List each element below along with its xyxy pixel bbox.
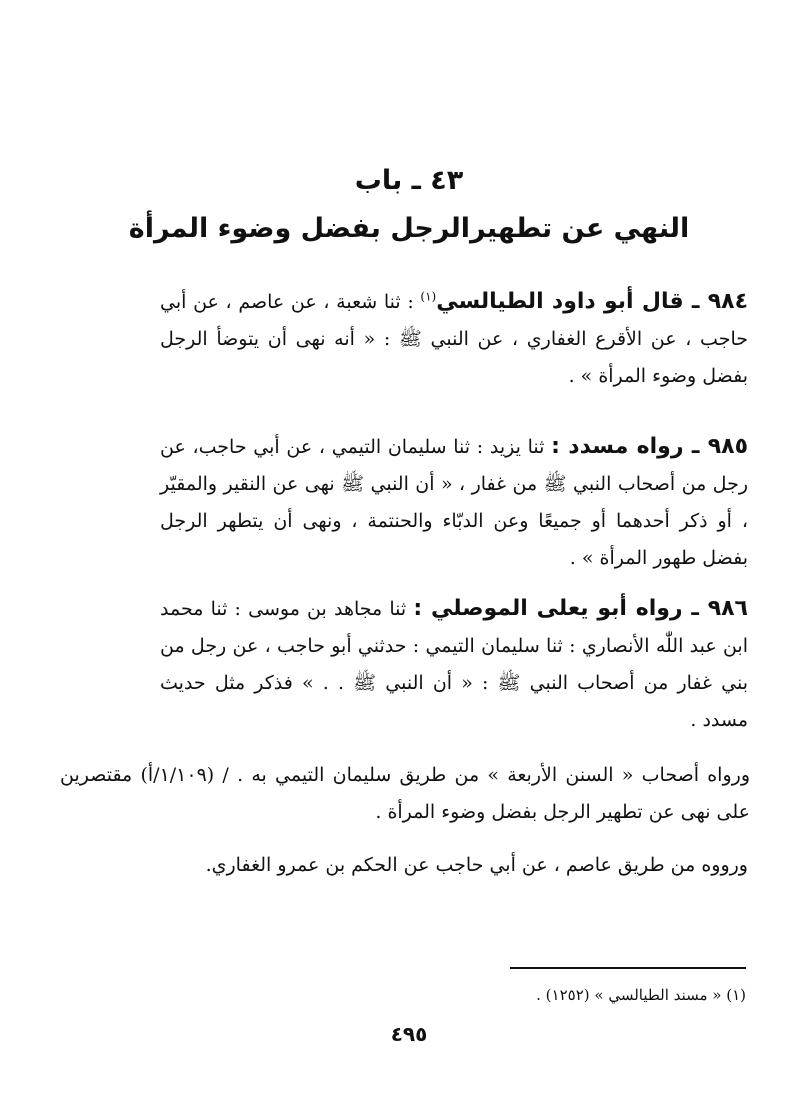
footnote-divider xyxy=(510,967,746,969)
entry-text: ثنا مجاهد بن موسى : ثنا محمد ابن عبد اللّٰه الأنصاري : ثنا سليمان التيمي : حدثني أبو حاجب ، عن رجل من بني غفار من أصحاب النبي ﷺ : « أن النبي ﷺ . . » فذكر مثل حديث مسدد . xyxy=(160,598,748,731)
chapter-title: النهي عن تطهيرالرجل بفضل وضوء المرأة xyxy=(128,213,690,244)
chapter-number: ٤٣ ـ باب xyxy=(354,165,464,196)
entry-lead: ٩٨٥ ـ رواه مسدد : xyxy=(551,434,749,459)
hadith-entry-986 xyxy=(160,590,748,739)
commentary-paragraph: ورووه من طريق عاصم ، عن أبي حاجب عن الحكم بن عمرو الغفاري. xyxy=(205,854,748,876)
footnote: (١) « مسند الطيالسي » (١٢٥٢) . xyxy=(536,986,746,1004)
hadith-entry-984 xyxy=(160,283,748,395)
entry-text: : ثنا شعبة ، عن عاصم ، عن أبي حاجب ، عن الأقرع الغفاري ، عن النبي ﷺ : « أنه نهى أن يتوضأ الرجل بفضل وضوء المرأة » . xyxy=(160,291,748,387)
page-number: ٤٩٥ xyxy=(390,1022,428,1046)
entry-lead: ٩٨٤ ـ قال أبو داود الطيالسي xyxy=(436,289,749,314)
footnote-reference[interactable]: (١) xyxy=(420,289,437,304)
commentary-paragraph: ورواه أصحاب « السنن الأربعة » من طريق سليمان التيمي به . / (١/١٠٩/أ) مقتصرين على نهى عن تطهير الرجل بفضل وضوء المرأة . xyxy=(60,764,750,823)
hadith-entry-985 xyxy=(160,428,748,577)
entry-lead: ٩٨٦ ـ رواه أبو يعلى الموصلي : xyxy=(413,596,748,621)
entry-text: ثنا يزيد : ثنا سليمان التيمي ، عن أبي حاجب، عن رجل من أصحاب النبي ﷺ من غفار ، « أن النبي ﷺ نهى عن النقير والمقيّر ، أو ذكر أحدهما أو جميعًا وعن الدبّاء والحنتمة ، ونهى أن يتطهر الرجل بفضل طهور المرأة » . xyxy=(160,436,748,569)
